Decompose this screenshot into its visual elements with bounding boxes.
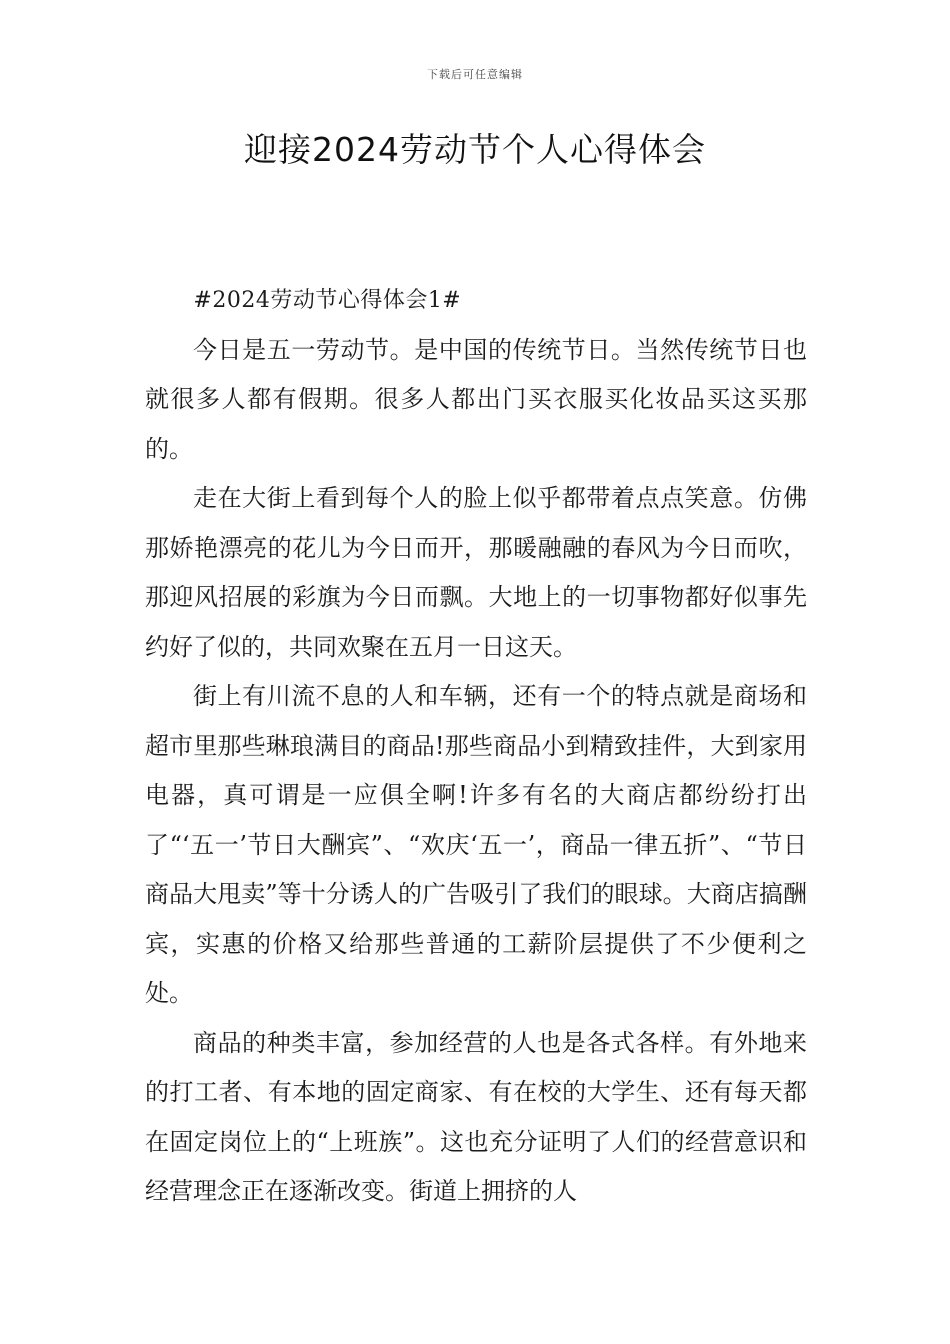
section-heading: #2024劳动节心得体会1# bbox=[193, 288, 462, 313]
header-note: 下载后可任意编辑 bbox=[427, 68, 523, 81]
paragraph: 街上有川流不息的人和车辆，还有一个的特点就是商场和超市里那些琳琅满目的商品!那些商品小到精致挂件，大到家用电器，真可谓是一应俱全啊!许多有名的大商店都纷纷打出了“‘五一’节日大酬宾”、“欢庆‘五一’，商品一律五折”、“节日商品大甩卖”等十分诱人的广告吸引了我们的眼球。大商店搞酬宾，实惠的价格又给那些普通的工薪阶层提供了不少便利之处。 bbox=[145, 682, 807, 1007]
document-body bbox=[145, 276, 807, 1217]
paragraph: 今日是五一劳动节。是中国的传统节日。当然传统节日也就很多人都有假期。很多人都出门买衣服买化妆品买这买那的。 bbox=[145, 335, 807, 463]
paragraph: 商品的种类丰富，参加经营的人也是各式各样。有外地来的打工者、有本地的固定商家、有在校的大学生、还有每天都在固定岗位上的“上班族”。这也充分证明了人们的经营意识和经营理念正在逐渐改变。街道上拥挤的人 bbox=[145, 1028, 807, 1205]
paragraph: 走在大街上看到每个人的脸上似乎都带着点点笑意。仿佛那娇艳漂亮的花儿为今日而开，那暖融融的春风为今日而吹，那迎风招展的彩旗为今日而飘。大地上的一切事物都好似事先约好了似的，共同欢聚在五月一日这天。 bbox=[145, 484, 807, 661]
document-title: 迎接2024劳动节个人心得体会 bbox=[244, 130, 706, 169]
